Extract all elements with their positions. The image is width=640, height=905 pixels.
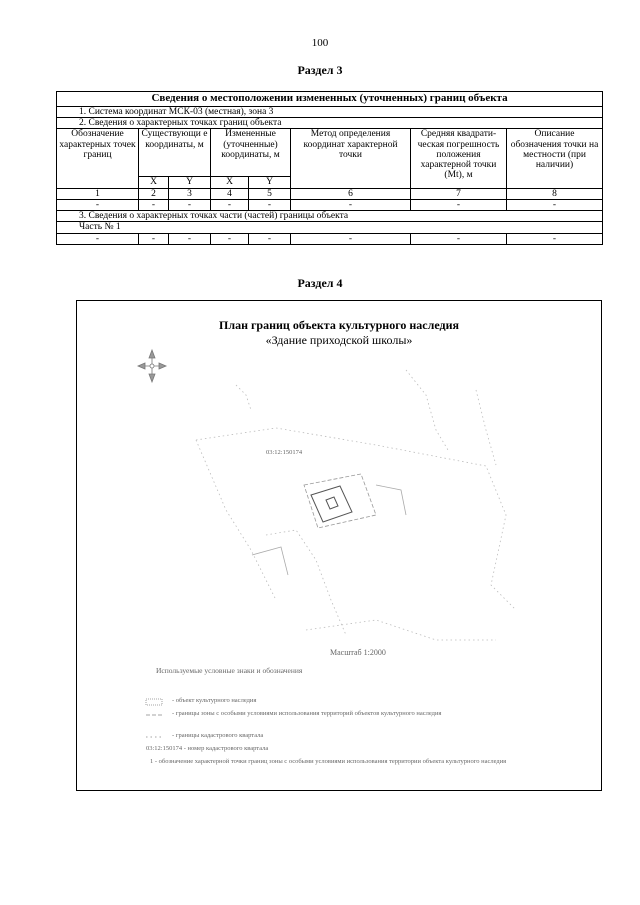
row-characteristic-points: 2. Сведения о характерных точках границ объекта: [57, 118, 603, 129]
row-part-1: Часть № 1: [57, 222, 603, 233]
table-cell: -: [139, 233, 169, 244]
scale-label: Масштаб 1:2000: [330, 648, 386, 657]
legend-item: - границы зоны с особыми условиями использования территорий объектов культурного наследия: [172, 710, 442, 717]
col-existing-coordinates: Существующи е координаты, м: [139, 129, 211, 177]
table-cell: -: [139, 199, 169, 210]
col-method: Метод определения координат характерной точки: [291, 129, 411, 188]
table-cell: -: [507, 199, 603, 210]
table-cell: -: [411, 199, 507, 210]
legend-item: - объект культурного наследия: [172, 697, 257, 704]
row-part-points: 3. Сведения о характерных точках части (частей) границы объекта: [57, 211, 603, 222]
plan-title: План границ объекта культурного наследия: [219, 318, 459, 332]
column-number: 2: [139, 188, 169, 199]
table-cell: -: [169, 233, 211, 244]
column-number: 6: [291, 188, 411, 199]
cadastral-quarter-boundary: [196, 370, 516, 640]
north-arrow-icon: [138, 350, 166, 382]
table-heading: Сведения о местоположении измененных (уточненных) границ объекта: [57, 92, 603, 107]
boundary-map: [76, 300, 602, 791]
boundary-table: [56, 91, 603, 245]
legend-item: - границы кадастрового квартала: [172, 732, 264, 739]
table-cell: -: [211, 199, 249, 210]
row-coordinate-system: 1. Система координат МСК-03 (местная), зона 3: [57, 106, 603, 117]
col-point-designation: Обозначение характерных точек границ: [57, 129, 139, 188]
table-cell: -: [411, 233, 507, 244]
table-cell: -: [507, 233, 603, 244]
section-4-title: Раздел 4: [297, 276, 343, 290]
page-number: 100: [311, 37, 329, 49]
col-error: Средняя квадрати-ческая погрешность положения характерной точки (Mt), м: [411, 129, 507, 188]
legend-heading: Используемые условные знаки и обозначения: [156, 666, 303, 675]
sub-x-updated: X: [211, 177, 249, 188]
table-cell: -: [211, 233, 249, 244]
table-cell: -: [57, 233, 139, 244]
heritage-building: [311, 486, 352, 522]
plan-subtitle: «Здание приходской школы»: [265, 333, 413, 347]
table-cell: -: [57, 199, 139, 210]
col-description: Описание обозначения точки на местности (при наличии): [507, 129, 603, 188]
cadastral-label: 03:12:150174: [266, 449, 303, 456]
column-number: 1: [57, 188, 139, 199]
table-cell: -: [291, 199, 411, 210]
protection-zone-boundary: [304, 474, 376, 528]
col-updated-coordinates: Измененные (уточненные) координаты, м: [211, 129, 291, 177]
sub-y-updated: Y: [249, 177, 291, 188]
table-cell: -: [291, 233, 411, 244]
legend-item: 1 - обозначение характерной точки границ зоны с особыми условиями использования территории объекта культурного наследия: [150, 758, 507, 765]
section-3-title: Раздел 3: [297, 63, 343, 77]
sub-x-existing: X: [139, 177, 169, 188]
table-cell: -: [249, 199, 291, 210]
table-cell: -: [169, 199, 211, 210]
legend-symbols: [146, 699, 162, 737]
column-number: 7: [411, 188, 507, 199]
column-number: 5: [249, 188, 291, 199]
table-cell: -: [249, 233, 291, 244]
column-number: 8: [507, 188, 603, 199]
column-number: 4: [211, 188, 249, 199]
sub-y-existing: Y: [169, 177, 211, 188]
column-number: 3: [169, 188, 211, 199]
legend-item: 03:12:150174 - номер кадастрового квартала: [146, 745, 269, 752]
